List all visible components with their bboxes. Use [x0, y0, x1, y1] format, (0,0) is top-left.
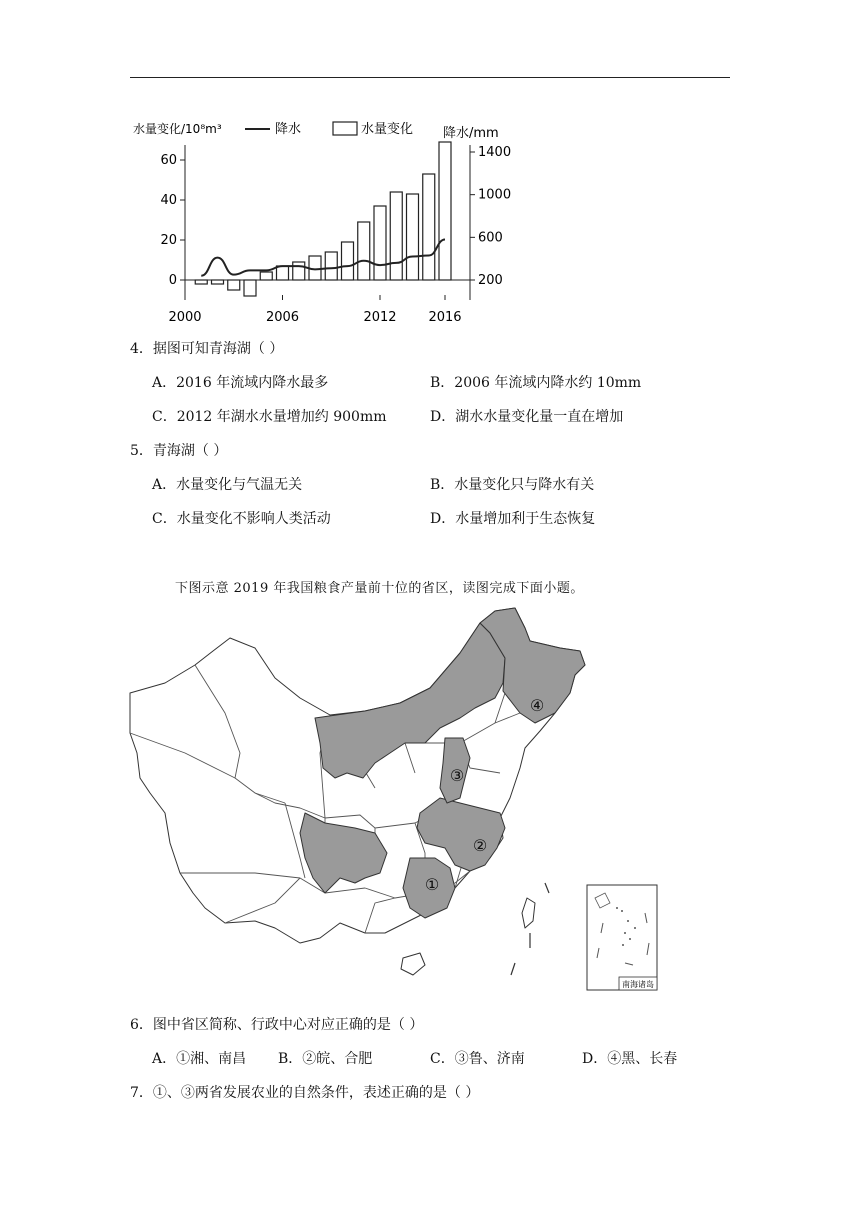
water-bar — [358, 222, 370, 280]
water-bar — [423, 174, 435, 280]
right-tick-label: 1000 — [478, 187, 512, 203]
map-intro: 下图示意 2019 年我国粮食产量前十位的省区，读图完成下面小题。 — [175, 581, 584, 596]
x-tick-label: 2006 — [265, 310, 300, 325]
left-tick-label: 20 — [160, 233, 177, 248]
inset-label: 南海诸岛 — [622, 980, 654, 989]
hainan-island — [401, 953, 425, 975]
q6-option-b[interactable]: B．②皖、合肥 — [278, 1051, 373, 1067]
q4-option-a[interactable]: A．2016 年流域内降水最多 — [152, 375, 329, 391]
right-tick-label: 200 — [478, 273, 503, 288]
x-tick-label: 2012 — [363, 310, 397, 325]
map-label-2: ② — [472, 836, 488, 855]
q4-option-d[interactable]: D．湖水水量变化量一直在增加 — [430, 409, 624, 425]
right-ticks — [470, 145, 511, 288]
legend-bar-swatch — [333, 122, 357, 135]
coast-dashes — [511, 883, 549, 975]
left-tick-label: 0 — [168, 273, 177, 288]
q5-stem: 5．青海湖（ ） — [130, 443, 228, 459]
left-axis-label: 水量变化/10⁸m³ — [133, 122, 222, 136]
water-bar — [244, 280, 256, 296]
left-tick-label: 60 — [160, 153, 177, 168]
right-tick-label: 600 — [478, 230, 503, 246]
q4-option-c[interactable]: C．2012 年湖水水量增加约 900mm — [152, 409, 387, 425]
taiwan-island — [522, 898, 535, 928]
x-tick-label: 2000 — [168, 310, 202, 325]
right-tick-label: 1400 — [478, 145, 512, 160]
shaded-provinces — [300, 608, 585, 918]
q5-option-c[interactable]: C．水量变化不影响人类活动 — [152, 511, 331, 527]
water-change-chart — [125, 115, 515, 330]
left-tick-label: 40 — [160, 193, 177, 208]
water-bar — [374, 206, 386, 280]
q5-option-d[interactable]: D．水量增加利于生态恢复 — [430, 511, 596, 527]
water-bar — [195, 280, 207, 284]
map-label-3: ③ — [449, 766, 465, 785]
right-axis-label: 降水/mm — [443, 126, 499, 141]
q6-option-c[interactable]: C．③鲁、济南 — [430, 1051, 525, 1067]
water-bar — [228, 280, 240, 290]
south-china-sea-inset — [587, 885, 657, 990]
water-bar — [260, 272, 272, 280]
legend-precip: 降水 — [275, 122, 302, 137]
q5-option-b[interactable]: B．水量变化只与降水有关 — [430, 477, 595, 493]
q6-option-d[interactable]: D．④黑、长春 — [582, 1051, 678, 1067]
water-bar — [325, 252, 337, 280]
map-label-4: ④ — [529, 696, 545, 715]
water-bar — [212, 280, 224, 284]
legend-water: 水量变化 — [361, 122, 414, 137]
q6-option-a[interactable]: A．①湘、南昌 — [152, 1051, 247, 1067]
q7-stem: 7．①、③两省发展农业的自然条件，表述正确的是（ ） — [130, 1085, 480, 1101]
map-label-1: ① — [424, 875, 440, 894]
q4-option-b[interactable]: B．2006 年流域内降水约 10mm — [430, 375, 642, 391]
header-rule — [130, 77, 730, 78]
left-ticks — [160, 153, 185, 288]
q6-stem: 6．图中省区简称、行政中心对应正确的是（ ） — [130, 1017, 424, 1033]
water-bar — [277, 266, 289, 280]
x-ticks — [168, 295, 461, 325]
water-bar — [342, 242, 354, 280]
q5-option-a[interactable]: A．水量变化与气温无关 — [152, 477, 303, 493]
bars — [195, 142, 451, 296]
water-bar — [293, 262, 305, 280]
water-bar — [390, 192, 402, 280]
water-bar — [439, 142, 451, 280]
x-tick-label: 2016 — [428, 310, 462, 325]
water-bar — [407, 194, 419, 280]
q4-stem: 4．据图可知青海湖（ ） — [130, 341, 284, 357]
china-grain-map — [125, 603, 665, 998]
